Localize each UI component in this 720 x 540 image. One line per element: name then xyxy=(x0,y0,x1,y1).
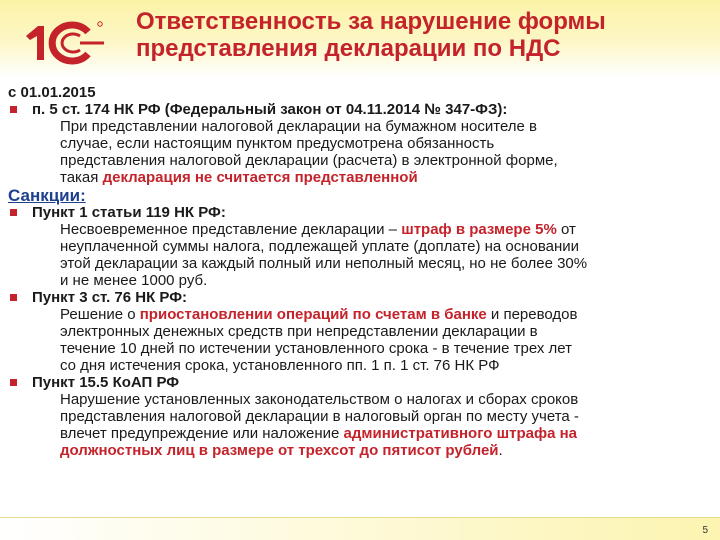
bullet-square-icon xyxy=(10,294,17,301)
sanction-title-text: Пункт 1 статьи 119 НК РФ: xyxy=(32,204,226,221)
sanction-text-line xyxy=(8,442,708,459)
sanction-text-line: неуплаченной суммы налога, подлежащей уплате (доплате) на основании xyxy=(60,238,580,255)
sanction-text-line xyxy=(8,425,708,442)
slide-title-line-1: Ответственность за нарушение формы xyxy=(136,8,606,35)
bullet-square-icon xyxy=(10,379,17,386)
sanction-text-fragment: и переводов xyxy=(486,306,578,323)
sanction-text-line: электронных денежных средств при непредставлении декларации в xyxy=(60,323,538,340)
law-reference-item xyxy=(8,101,708,118)
bullet-square-icon xyxy=(10,106,17,113)
sanction-highlight: приостановлении операций по счетам в банке xyxy=(139,306,487,323)
sanction-text-line: и не менее 1000 руб. xyxy=(60,272,208,289)
bullet-square-icon xyxy=(10,209,17,216)
sanction-text-line: со дня истечения срока, установленного пп. 1 п. 1 ст. 76 НК РФ xyxy=(60,357,500,374)
sanction-text-line: течение 10 дней по истечении установленного срока - в течение трех лет xyxy=(60,340,572,357)
law-text-line: случае, если настоящим пунктом предусмотрена обязанность xyxy=(60,135,495,152)
sanction-highlight: штраф в размере 5% xyxy=(401,221,557,238)
sanction-text-line: представления налоговой декларации в налоговый орган по месту учета - xyxy=(60,408,579,425)
law-text-line xyxy=(8,169,708,186)
law-reference-text: п. 5 ст. 174 НК РФ (Федеральный закон от 04.11.2014 № 347-ФЗ): xyxy=(32,101,508,118)
slide-title-line-2: представления декларации по НДС xyxy=(136,35,561,62)
sanction-title-text: Пункт 15.5 КоАП РФ xyxy=(32,374,180,391)
sanction-item-title xyxy=(8,374,708,391)
law-text-line: При представлении налоговой декларации на бумажном носителе в xyxy=(60,118,538,135)
law-text-highlight: декларация не считается представленной xyxy=(102,169,418,186)
effective-date: с 01.01.2015 xyxy=(8,84,96,101)
slide-footer xyxy=(0,518,720,540)
sanction-text-fragment: Несвоевременное представление декларации – xyxy=(60,221,402,238)
sanction-item-title xyxy=(8,289,708,306)
sanction-text-fragment: Решение о xyxy=(60,306,140,323)
1c-logo-icon xyxy=(20,14,110,70)
slide-body xyxy=(8,84,708,459)
sanction-text-line: этой декларации за каждый полный или неполный месяц, но не более 30% xyxy=(60,255,588,272)
sanction-text-fragment: влечет предупреждение или наложение xyxy=(60,425,344,442)
slide-header xyxy=(0,0,720,78)
sanction-highlight: административного штрафа на xyxy=(343,425,577,442)
sanction-text-line xyxy=(8,221,708,238)
sanction-text-line: Нарушение установленных законодательством о налогах и сборах сроков xyxy=(60,391,579,408)
law-text-fragment: такая xyxy=(60,169,103,186)
sanction-highlight: должностных лиц в размере от трехсот до пятисот рублей xyxy=(60,442,499,459)
sanction-item-title xyxy=(8,204,708,221)
sanctions-heading: Санкции: xyxy=(8,186,86,205)
law-text-line: представления налоговой декларации (расчета) в электронной форме, xyxy=(60,152,558,169)
slide-title xyxy=(136,8,706,62)
sanction-text-line xyxy=(8,306,708,323)
sanction-title-text: Пункт 3 ст. 76 НК РФ: xyxy=(32,289,188,306)
page-number: 5 xyxy=(702,525,708,536)
sanction-text-fragment: от xyxy=(556,221,576,238)
sanction-text-fragment: . xyxy=(498,442,503,459)
